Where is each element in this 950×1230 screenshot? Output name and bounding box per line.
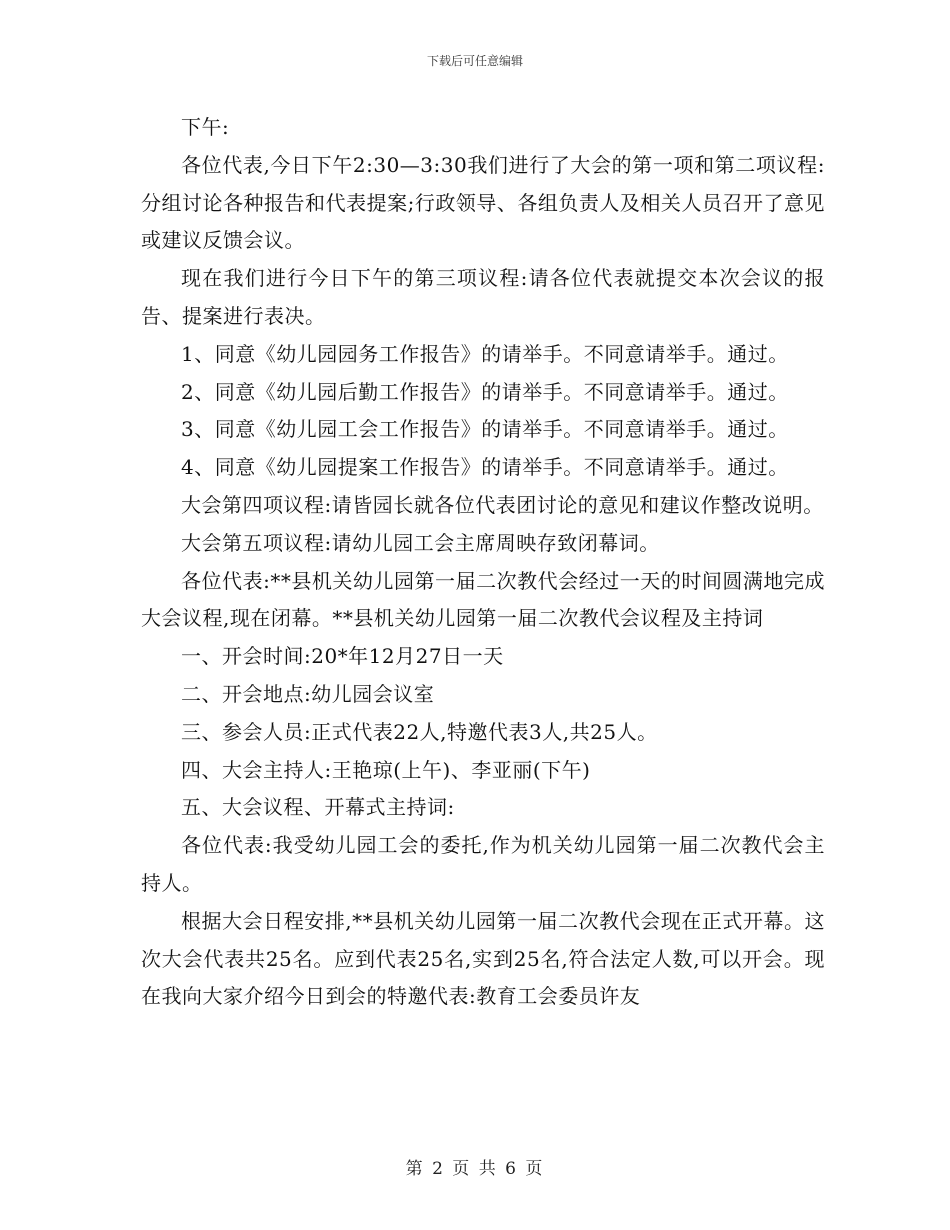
paragraph-attendees: 三、参会人员:正式代表22人,特邀代表3人,共25人。	[181, 719, 658, 744]
footer-total-pages: 6	[505, 1159, 518, 1179]
page-header: 下载后可任意编辑	[426, 54, 523, 68]
footer-prefix: 第	[405, 1159, 425, 1179]
paragraph-meeting-place: 二、开会地点:幼儿园会议室	[181, 681, 435, 706]
footer-current-page: 2	[432, 1159, 445, 1179]
footer-suffix: 页	[525, 1159, 545, 1179]
paragraph-meeting-time: 一、开会时间:20*年12月27日一天	[181, 644, 504, 669]
document-body	[141, 109, 825, 1016]
paragraph-closing: 各位代表:**县机关幼儿园第一届二次教代会经过一天的时间圆满地完成大会议程,现在闭幕。**县机关幼儿园第一届二次教代会议程及主持词	[141, 568, 825, 631]
footer-page-word: 页	[452, 1159, 472, 1179]
paragraph-vote-4: 4、同意《幼儿园提案工作报告》的请举手。不同意请举手。通过。	[181, 455, 789, 480]
paragraph-fourth-agenda: 大会第四项议程:请皆园长就各位代表团讨论的意见和建议作整改说明。	[181, 492, 824, 517]
page-number-footer	[0, 1154, 950, 1179]
paragraph-opening: 根据大会日程安排,**县机关幼儿园第一届二次教代会现在正式开幕。这次大会代表共25名。应到代表25名,实到25名,符合法定人数,可以开会。现在我向大家介绍今日到会的特邀代表:教育工会委员许友	[141, 908, 825, 1009]
footer-total-word: 共	[478, 1159, 498, 1179]
paragraph-agenda-heading: 五、大会议程、开幕式主持词:	[181, 795, 455, 820]
paragraph-vote-1: 1、同意《幼儿园园务工作报告》的请举手。不同意请举手。通过。	[181, 341, 789, 366]
paragraph-host-intro: 各位代表:我受幼儿园工会的委托,作为机关幼儿园第一届二次教代会主持人。	[141, 833, 825, 895]
paragraph-vote-3: 3、同意《幼儿园工会工作报告》的请举手。不同意请举手。通过。	[181, 417, 789, 442]
paragraph-third-agenda: 现在我们进行今日下午的第三项议程:请各位代表就提交本次会议的报告、提案进行表决。	[141, 266, 825, 328]
paragraph-fifth-agenda: 大会第五项议程:请幼儿园工会主席周映存致闭幕词。	[181, 530, 660, 555]
paragraph-afternoon-summary: 各位代表,今日下午2:30—3:30我们进行了大会的第一项和第二项议程:分组讨论各种报告和代表提案;行政领导、各组负责人及相关人员召开了意见或建议反馈会议。	[141, 152, 825, 253]
paragraph-vote-2: 2、同意《幼儿园后勤工作报告》的请举手。不同意请举手。通过。	[181, 379, 789, 404]
paragraph-hosts: 四、大会主持人:王艳琼(上午)、李亚丽(下午)	[181, 757, 591, 782]
paragraph-afternoon-label: 下午:	[181, 115, 230, 139]
